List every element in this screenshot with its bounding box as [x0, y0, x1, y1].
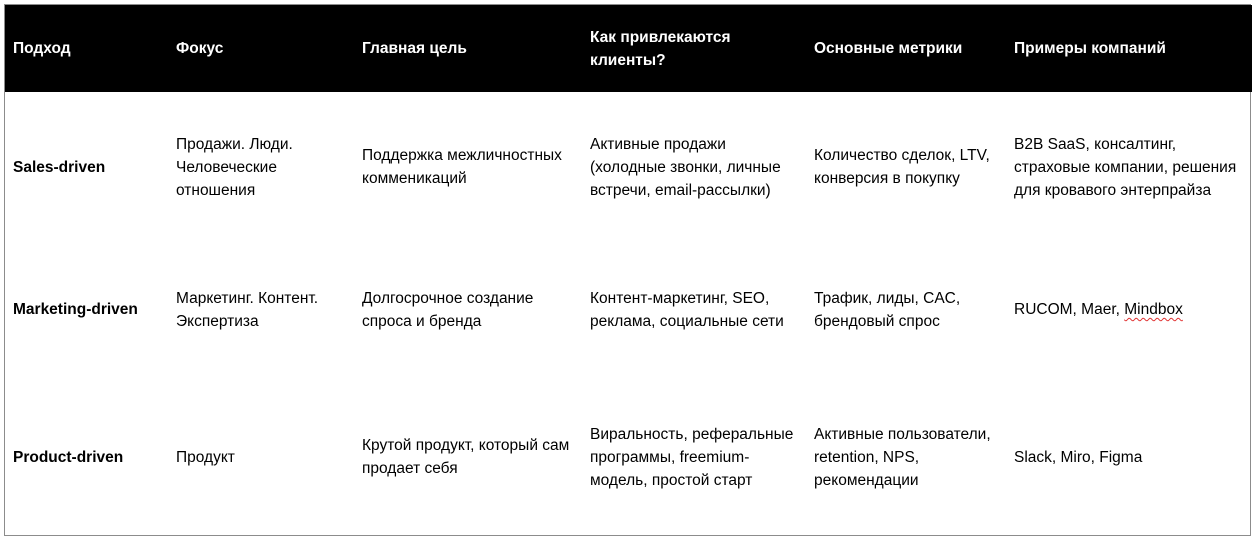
spellcheck-flagged-word[interactable]: Mindbox [1124, 301, 1183, 318]
cell-approach: Sales-driven [13, 158, 106, 176]
header-goal: Главная цель [362, 40, 467, 57]
cell-approach: Product-driven [13, 448, 124, 466]
cell-focus: Продукт [176, 448, 235, 466]
table-row [5, 242, 1252, 377]
cell-metrics: Активные пользователи, retention, NPS, рекомендации [814, 425, 991, 489]
cell-examples: Slack, Miro, Figma [1014, 448, 1143, 466]
cell-approach: Marketing-driven [13, 301, 138, 318]
comparison-table-container [4, 4, 1251, 536]
cell-acquisition: Активные продажи (холодные звонки, личные встречи, email-рассылки) [590, 135, 781, 199]
cell-acquisition: Контент-маркетинг, SEO, реклама, социальные сети [590, 289, 784, 330]
cell-focus: Маркетинг. Контент. Экспертиза [176, 289, 319, 330]
table-row [5, 92, 1252, 242]
cell-examples [1006, 242, 1252, 377]
header-examples: Примеры компаний [1014, 40, 1166, 57]
examples-text: RUCOM, Maer, [1014, 301, 1125, 318]
comparison-table [5, 5, 1252, 537]
cell-focus: Продажи. Люди. Человеческие отношения [176, 135, 293, 199]
header-acquisition: Как привлекаются клиенты? [590, 28, 731, 69]
header-focus: Фокус [176, 40, 224, 57]
cell-acquisition: Виральность, реферальные программы, freemium-модель, простой старт [590, 425, 794, 489]
cell-goal: Поддержка межличностных комменикаций [362, 147, 562, 187]
header-approach: Подход [13, 40, 71, 57]
header-metrics: Основные метрики [814, 40, 963, 57]
cell-examples: B2B SaaS, консалтинг, страховые компании, решения для кровавого энтерпрайза [1014, 135, 1237, 199]
cell-metrics: Количество сделок, LTV, конверсия в покупку [814, 147, 990, 187]
table-header-row [5, 5, 1252, 92]
table-row [5, 377, 1252, 537]
cell-metrics: Трафик, лиды, CAC, брендовый спрос [814, 289, 961, 330]
cell-goal: Крутой продукт, который сам продает себя [362, 437, 570, 477]
cell-goal: Долгосрочное создание спроса и бренда [362, 289, 534, 330]
